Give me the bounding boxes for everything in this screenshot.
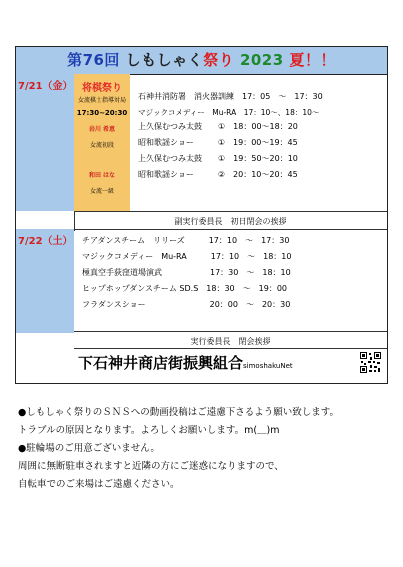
title-name: しもしゃく [125,51,204,69]
shogi-player1: 岩川 希恵 [88,126,116,133]
day1-event: 上久保むつみ太鼓 ① 19：50～20：10 [138,154,298,163]
title-year: 2023 [239,51,284,69]
day1-event: 上久保むつみ太鼓 ① 18：00～18：20 [138,122,298,131]
day1-event: 昭和歌謡ショー ① 19：00～19：45 [138,138,298,147]
organizer-handle: simoshakuNet [243,362,293,370]
note-line: ●駐輪場のご用意ございません。 [18,443,160,454]
day2-column [16,229,74,333]
title-bar [16,47,387,75]
divider [74,211,75,231]
event-title [16,49,387,70]
day2-event: ヒップホップダンスチーム SD.S 18：30 ～ 19：00 [82,284,287,293]
title-summer: 夏！！ [289,51,336,69]
divider [74,331,387,332]
day2-event: チアダンスチーム リリーズ 17：10 ～ 17：30 [82,236,290,245]
day2-event: マジックコメディー Mu-RA 17：10 ～ 18：10 [82,252,292,261]
shogi-rank2: 女流一級 [89,188,114,195]
note-line: トラブルの原因となります。よろしくお願いします。m(＿)m [18,425,280,436]
shogi-heading: 将棋祭り [82,83,122,94]
day2-closing: 実行委員長 閉会挨拶 [190,337,271,346]
day1-event: マジックコメディー Mu-RA 17：10～、18：10～ [138,108,320,117]
title-festival: 祭り [203,51,235,69]
day1-date: 7/21（金） [18,81,73,92]
note-line: 周囲に無断駐車されますと近隣の方にご迷惑になりますので、 [18,461,284,472]
shogi-rank1: 女流初段 [89,142,114,149]
day1-event: 石神井消防署 消火器訓練 17：05 ～ 17：30 [138,92,323,101]
day1-column [16,74,74,211]
organizer-name [78,352,293,373]
title-edition: 第76回 [67,51,120,69]
day2-event: 極真空手荻窪道場演武 17：30 ～ 18：10 [82,268,291,277]
note-line: 自転車でのご来場はご遠慮ください。 [18,479,180,490]
note-line: ●しもしゃく祭りのＳＮＳへの動画投稿はご遠慮下さるよう願い致します。 [18,407,340,418]
shogi-sub: 女流棋士指導対局 [77,97,126,104]
day2-event: フラダンスショー 20：00 ～ 20：30 [82,300,291,309]
shogi-player2: 和田 はな [88,172,116,179]
qr-code-icon [359,351,382,374]
shogi-time: 17:30~20:30 [76,109,128,117]
day2-date: 7/22（土） [18,236,73,247]
divider [74,348,387,349]
divider [74,211,387,212]
organizer-label: 下石神井商店街振興組合 [78,354,244,372]
shogi-panel [74,74,130,211]
schedule-box [15,46,388,384]
day1-closing: 副実行委員長 初日閉会の挨拶 [174,217,287,226]
day1-event: 昭和歌謡ショー ② 20：10～20：45 [138,170,298,179]
